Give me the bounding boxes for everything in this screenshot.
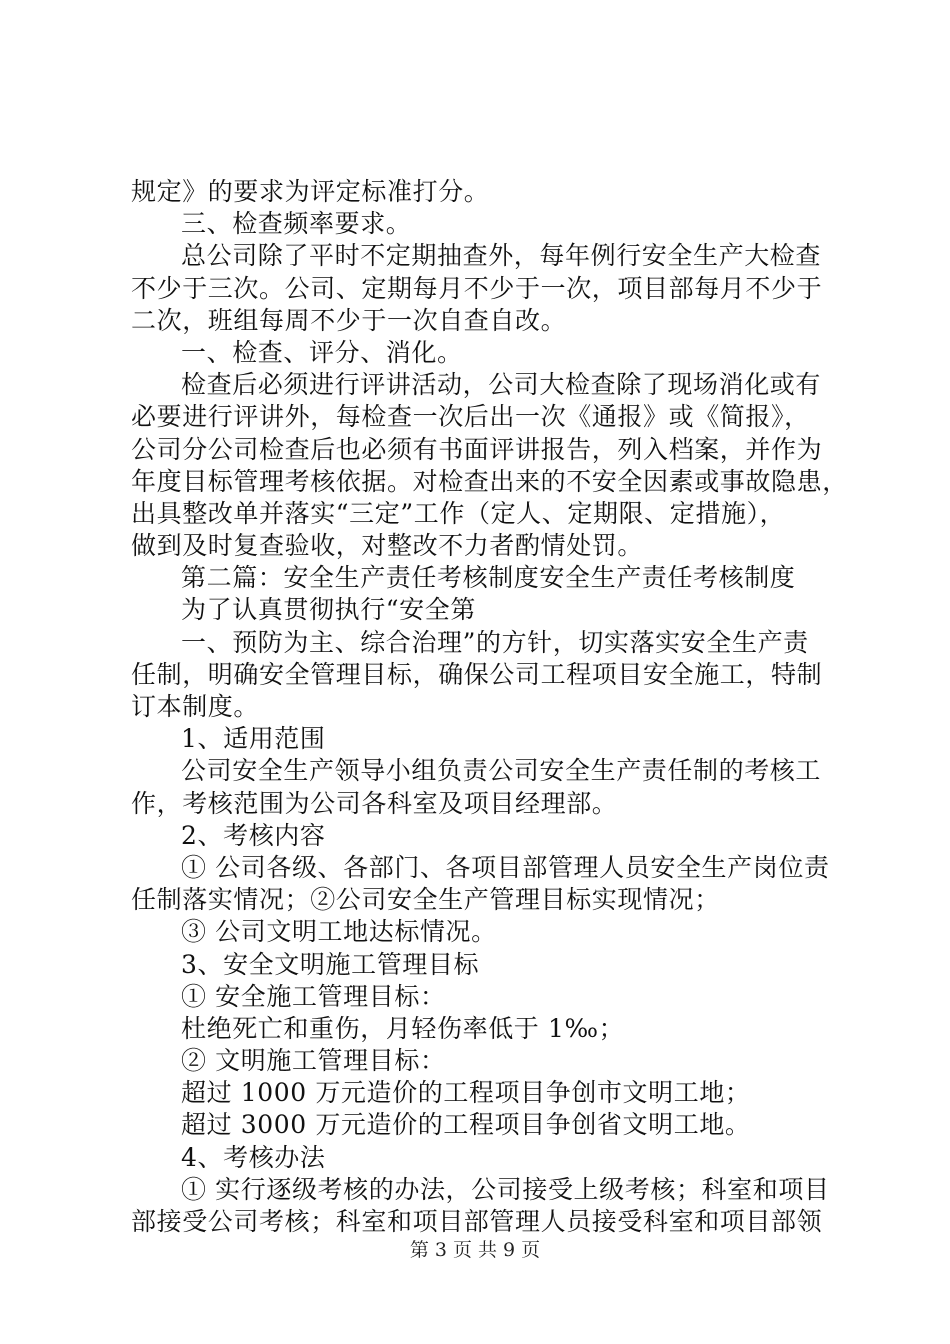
text-line: 作，考核范围为公司各科室及项目经理部。 — [131, 788, 618, 818]
text-line: 为了认真贯彻执行“安全第 — [181, 595, 476, 625]
text-line: 超过 3000 万元造价的工程项目争创省文明工地。 — [181, 1110, 751, 1140]
text-line: 做到及时复查验收，对整改不力者酌情处罚。 — [131, 531, 644, 561]
text-line: 必要进行评讲外，每检查一次后出一次《通报》或《简报》， — [131, 402, 810, 432]
page-footer: 第 3 页 共 9 页 — [409, 1239, 541, 1261]
text-line: 任制，明确安全管理目标，确保公司工程项目安全施工，特制 — [131, 659, 823, 689]
text-line: 杜绝死亡和重伤，月轻伤率低于 1‰； — [181, 1013, 625, 1043]
text-line: 部接受公司考核；科室和项目部管理人员接受科室和项目部领 — [131, 1207, 823, 1236]
text-line: 任制落实情况；②公司安全生产管理目标实现情况； — [131, 885, 720, 915]
text-line: 二次，班组每周不少于一次自查自改。 — [131, 305, 567, 335]
text-line: 总公司除了平时不定期抽查外，每年例行安全生产大检查 — [181, 241, 822, 271]
text-line: 2、考核内容 — [181, 820, 326, 850]
text-line: ① 实行逐级考核的办法，公司接受上级考核；科室和项目 — [181, 1174, 830, 1204]
text-line: ① 公司各级、各部门、各项目部管理人员安全生产岗位责 — [181, 852, 830, 882]
text-line: 1、适用范围 — [181, 724, 326, 754]
text-line: 年度目标管理考核依据。对检查出来的不安全因素或事故隐患， — [131, 466, 848, 496]
text-line: 第二篇：安全生产责任考核制度安全生产责任考核制度 — [181, 563, 796, 593]
text-line: 超过 1000 万元造价的工程项目争创市文明工地； — [181, 1078, 751, 1108]
text-line: 一、检查、评分、消化。 — [181, 337, 463, 367]
document-body — [131, 176, 848, 1238]
text-line: 三、检查频率要求。 — [181, 209, 412, 239]
text-line: 不少于三次。公司、定期每月不少于一次，项目部每月不少于 — [131, 273, 823, 303]
text-line: 公司安全生产领导小组负责公司安全生产责任制的考核工 — [181, 756, 822, 786]
text-line: 订本制度。 — [131, 692, 260, 721]
text-line: 检查后必须进行评讲活动，公司大检查除了现场消化或有 — [181, 370, 822, 400]
text-line: 3、安全文明施工管理目标 — [181, 949, 480, 979]
text-line: 出具整改单并落实“三定”工作（定人、定期限、定措施）， — [131, 498, 786, 528]
text-line: 4、考核办法 — [181, 1142, 326, 1172]
text-line: ② 文明施工管理目标： — [181, 1046, 446, 1076]
text-line: 一、预防为主、综合治理”的方针，切实落实安全生产责 — [181, 627, 809, 657]
text-line: ① 安全施工管理目标： — [181, 981, 446, 1011]
text-line: ③ 公司文明工地达标情况。 — [181, 917, 497, 947]
text-line: 规定》的要求为评定标准打分。 — [131, 177, 490, 206]
text-line: 公司分公司检查后也必须有书面评讲报告，列入档案，并作为 — [131, 434, 823, 464]
